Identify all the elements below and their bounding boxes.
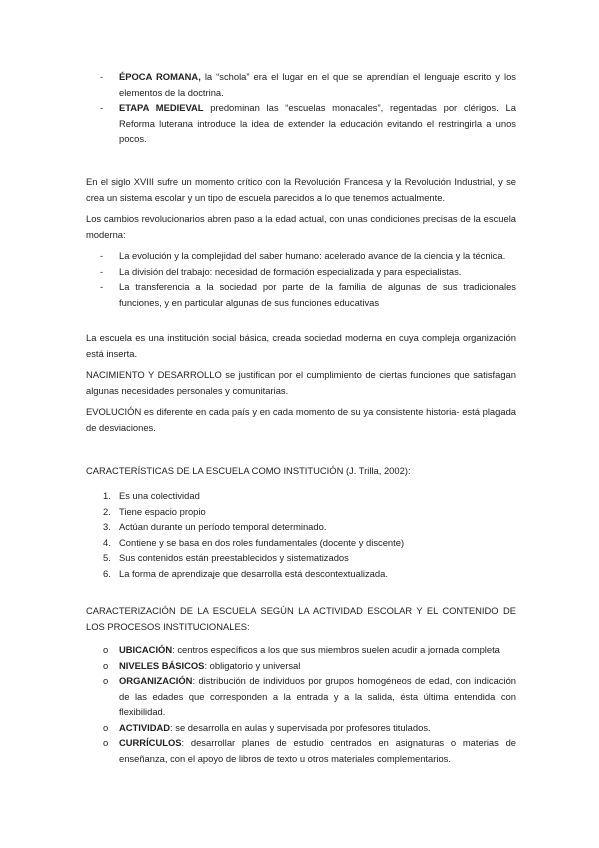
- paragraph-siglo-xviii: En el siglo XVIII sufre un momento crítico con la Revolución Francesa y la Revolución Industrial, y se crea un sistema escolar y un tipo de escuela parecidos a lo que tenemos actualmente.: [86, 176, 516, 203]
- dash-marker: -: [100, 250, 104, 261]
- circle-bullet-icon: o: [103, 721, 109, 733]
- item-text: Sus contenidos están preestablecidos y sistematizados: [119, 552, 349, 563]
- list-item: [86, 550, 516, 566]
- item-text: Tiene espacio propio: [119, 505, 206, 517]
- list-item: [86, 248, 516, 264]
- item-text: : desarrollar planes de estudio centrados en asignaturas o materias de enseñanza, con el apoyo de libros de texto u otros materiales complementarios.: [119, 737, 516, 764]
- list-item: [86, 100, 516, 147]
- dash-marker: -: [100, 102, 104, 113]
- circle-bullet-icon: o: [103, 659, 109, 671]
- number-marker: 2.: [103, 505, 111, 517]
- item-text: : se desarrolla en aulas y supervisada por profesores titulados.: [170, 721, 431, 733]
- list-item: [86, 535, 516, 551]
- list-item: [86, 642, 516, 658]
- item-text: predominan las “escuelas monacales”, regentadas por clérigos. La Reforma luterana introduce la idea de extender la educación evitando el restringirla a unos pocos.: [119, 102, 516, 144]
- paragraph-institucion: La escuela es una institución social básica, creada sociedad moderna en cuya compleja organización está inserta.: [86, 332, 516, 359]
- item-label: CURRÍCULOS: [119, 737, 182, 748]
- item-text: : obligatorio y universal: [204, 659, 301, 671]
- list-item: [86, 504, 516, 520]
- item-text: La división del trabajo: necesidad de formación especializada y para especialistas.: [119, 265, 462, 277]
- list-item: [86, 658, 516, 674]
- history-list: [86, 69, 516, 147]
- number-marker: 6.: [103, 567, 111, 579]
- item-text: Es una colectividad: [119, 490, 200, 501]
- item-text: La forma de aprendizaje que desarrolla está descontextualizada.: [119, 567, 388, 579]
- item-label: NIVELES BÁSICOS: [119, 659, 205, 671]
- list-item: [86, 519, 516, 535]
- paragraph-evolucion: EVOLUCIÓN es diferente en cada país y en cada momento de su ya consistente historia- está plagada de desviaciones.: [86, 406, 516, 433]
- circle-bullet-icon: o: [103, 675, 109, 686]
- dash-marker: -: [100, 71, 104, 82]
- circle-bullet-icon: o: [103, 644, 109, 655]
- list-item: [86, 566, 516, 582]
- paragraph-nacimiento: NACIMIENTO Y DESARROLLO se justifican por el cumplimiento de ciertas funciones que satisfagan algunas necesidades personales y comunitarias.: [86, 369, 516, 396]
- section-heading: CARACTERÍSTICAS DE LA ESCUELA COMO INSTITUCIÓN (J. Trilla, 2002):: [86, 465, 411, 476]
- item-label: ETAPA MEDIEVAL: [119, 102, 204, 113]
- item-label: ÉPOCA ROMANA,: [119, 71, 201, 82]
- number-marker: 3.: [103, 521, 111, 532]
- list-item: [86, 69, 516, 100]
- paragraph-cambios: Los cambios revolucionarios abren paso a la edad actual, con unas condiciones precisas de la escuela moderna:: [86, 213, 516, 240]
- number-marker: 1.: [103, 490, 111, 501]
- features-list: [86, 642, 516, 766]
- item-text: La transferencia a la sociedad por parte de la familia de algunas de sus tradicionales funciones, y en particular algunas de sus funciones educativas: [119, 281, 516, 308]
- list-item: [86, 279, 516, 310]
- item-text: Contiene y se basa en dos roles fundamentales (docente y discente): [119, 536, 405, 548]
- list-item: [86, 735, 516, 766]
- list-item: [86, 673, 516, 720]
- item-label: ORGANIZACIÓN: [119, 675, 193, 686]
- item-label: UBICACIÓN: [119, 644, 173, 655]
- item-text: : centros específicos a los que sus miembros suelen acudir a jornada completa: [172, 644, 500, 655]
- list-item: [86, 488, 516, 504]
- section-heading: CARACTERIZACIÓN DE LA ESCUELA SEGÚN LA ACTIVIDAD ESCOLAR Y EL CONTENIDO DE LOS PROCESOS INSTITUCIONALES:: [86, 605, 516, 632]
- number-marker: 5.: [103, 552, 111, 563]
- number-marker: 4.: [103, 536, 111, 548]
- circle-bullet-icon: o: [103, 737, 109, 748]
- item-label: ACTIVIDAD: [119, 721, 171, 733]
- item-text: La evolución y la complejidad del saber humano: acelerado avance de la ciencia y la técnica.: [119, 250, 506, 261]
- characteristics-list: [86, 488, 516, 581]
- dash-marker: -: [100, 281, 104, 292]
- item-text: : distribución de individuos por grupos homogéneos de edad, con indicación de las edades que corresponden a la entrada y a la salida, ésta última entendida con flexibilidad.: [119, 675, 516, 717]
- list-item: [86, 720, 516, 736]
- item-text: la “schola” era el lugar en el que se aprendían el lenguaje escrito y los elementos de la doctrina.: [119, 71, 516, 98]
- conditions-list: [86, 248, 516, 310]
- item-text: Actúan durante un período temporal determinado.: [119, 521, 327, 532]
- list-item: [86, 264, 516, 280]
- dash-marker: -: [100, 265, 104, 277]
